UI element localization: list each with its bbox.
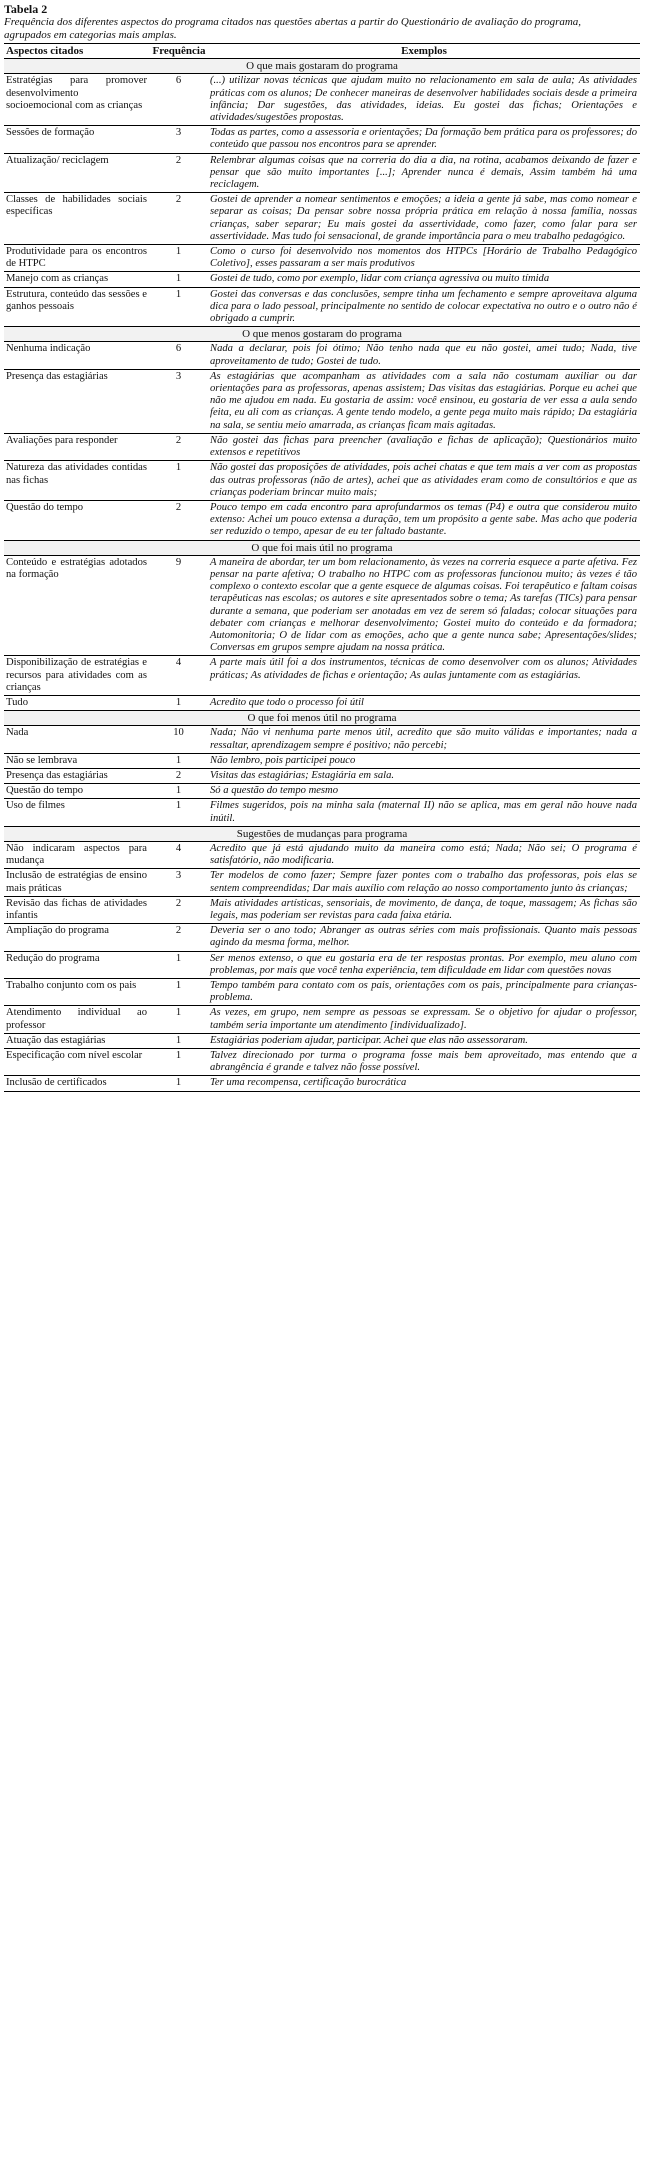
frequency-cell: 9 — [150, 555, 208, 656]
table-row — [4, 461, 640, 501]
table-body — [4, 59, 640, 1091]
frequency-cell: 3 — [150, 126, 208, 153]
frequency-cell: 3 — [150, 869, 208, 896]
aspect-cell: Estratégias para promover desenvolvimento socioemocional com as crianças — [4, 74, 150, 126]
aspect-cell: Avaliações para responder — [4, 433, 150, 460]
aspect-cell: Disponibilização de estratégias e recursos para atividades com as crianças — [4, 656, 150, 696]
table-row — [4, 287, 640, 327]
examples-cell: A maneira de abordar, ter um bom relacionamento, às vezes na correria esquece a parte afetiva. Fez pensar na parte afetiva; O trabalho no HTPC com as professoras funcionou muito; às vezes é tão complexo o contexto escolar que a gente esquece de algumas coisas. Foi terapêutico e faltam coisas terapêuticas nas escolas; os autores e site apresentados sobre o tema; As tarefas (TICs) para pensar durante a semana, que poderiam ser anotadas em vez de serem só faladas; colocar situações para debater com crianças e melhorar desenvolvimento; Gostei muito do conteúdo e da formadora; Automonitoria; O de lidar com as emoções, acho que a gente nunca sabe; Apresentações/slides; Conversas em grupos sempre ajudam na nossa prática. — [208, 555, 640, 656]
examples-cell: Ter uma recompensa, certificação burocrática — [208, 1076, 640, 1091]
aspect-cell: Inclusão de certificados — [4, 1076, 150, 1091]
examples-cell: Relembrar algumas coisas que na correria do dia a dia, na rotina, acabamos deixando de fazer e pensar que são muito importantes [...]; Aprender nunca é demais, Assim também há uma reciclagem. — [208, 153, 640, 193]
section-title: O que mais gostaram do programa — [4, 59, 640, 74]
table-row — [4, 555, 640, 656]
aspect-cell: Atendimento individual ao professor — [4, 1006, 150, 1033]
table-row — [4, 1033, 640, 1048]
table-row — [4, 245, 640, 272]
aspect-cell: Sessões de formação — [4, 126, 150, 153]
table-row — [4, 768, 640, 783]
frequency-cell: 1 — [150, 951, 208, 978]
aspect-cell: Tudo — [4, 695, 150, 710]
section-header-row — [4, 540, 640, 555]
aspect-cell: Nenhuma indicação — [4, 342, 150, 369]
examples-cell: Mais atividades artísticas, sensoriais, de movimento, de dança, de toque, massagem; As fichas são legais, mas poderiam ser revistas para cada faixa etária. — [208, 896, 640, 923]
examples-cell: Pouco tempo em cada encontro para aprofundarmos os temas (P4) e outra que considerou muito extenso: Achei um pouco extensa a duração, tem um propósito a gente sabe. Mas acho que poderia ser reduzido o tempo, apesar de eu ter faltado bastante. — [208, 500, 640, 540]
examples-cell: Talvez direcionado por turma o programa fosse mais bem aproveitado, mas entendo que a abrangência é grande e talvez não fosse possível. — [208, 1049, 640, 1076]
aspect-cell: Redução do programa — [4, 951, 150, 978]
aspect-cell: Presença das estagiárias — [4, 768, 150, 783]
frequency-cell: 1 — [150, 245, 208, 272]
table-row — [4, 924, 640, 951]
table-row — [4, 500, 640, 540]
examples-cell: As estagiárias que acompanham as atividades com a sala não costumam auxiliar ou dar orientações para as professoras, apenas assistem; Das visitas das estagiárias. Porque eu achei que não me ajudou em nada. Eu gostaria de assim: você ensinou, eu gostaria de ver essa a aula sendo feita, eu ali com as crianças. A gente tendo modelo, a gente pega muito mais rápido; Da estagiária na sala, se sentiu meio amarrada, as crianças ficam mais agitadas. — [208, 369, 640, 433]
aspect-cell: Atuação das estagiárias — [4, 1033, 150, 1048]
table-row — [4, 896, 640, 923]
table-row — [4, 193, 640, 245]
frequency-cell: 4 — [150, 656, 208, 696]
frequency-cell: 2 — [150, 768, 208, 783]
frequency-cell: 1 — [150, 287, 208, 327]
frequency-cell: 4 — [150, 841, 208, 868]
examples-cell: (...) utilizar novas técnicas que ajudam muito no relacionamento em sala de aula; As atividades práticas com os alunos; De conhecer maneiras de desenvolver habilidades sociais desde a primeira infância; Dar sugestões, das atividades, ideias. Eu gostei das fichas; Orientações e atividades/sugestões propostas. — [208, 74, 640, 126]
examples-cell: Tempo também para contato com os pais, orientações com os pais, principalmente para crianças-problema. — [208, 979, 640, 1006]
table-row — [4, 369, 640, 433]
section-title: Sugestões de mudanças para programa — [4, 826, 640, 841]
section-header-row — [4, 711, 640, 726]
table-row — [4, 342, 640, 369]
table-row — [4, 951, 640, 978]
aspect-cell: Conteúdo e estratégias adotados na formação — [4, 555, 150, 656]
aspect-cell: Não se lembrava — [4, 753, 150, 768]
results-table — [4, 43, 640, 1092]
examples-cell: Não gostei das proposições de atividades, pois achei chatas e que tem mais a ver com as propostas das outras professoras (não de artes), achei que as atividades eram como de consultórios e que as crianças poderiam brincar muito mais; — [208, 461, 640, 501]
examples-cell: Ter modelos de como fazer; Sempre fazer pontes com o trabalho das professoras, pois elas se sentem compreendidas; Dar mais auxílio com relação ao nosso comportamento junto às crianças; — [208, 869, 640, 896]
table-row — [4, 695, 640, 710]
aspect-cell: Trabalho conjunto com os pais — [4, 979, 150, 1006]
examples-cell: Só a questão do tempo mesmo — [208, 784, 640, 799]
examples-cell: Todas as partes, como a assessoria e orientações; Da formação bem prática para os professores; do conteúdo que passou nos encontros para se aprender. — [208, 126, 640, 153]
header-row — [4, 44, 640, 59]
frequency-cell: 1 — [150, 272, 208, 287]
table-row — [4, 784, 640, 799]
aspect-cell: Classes de habilidades sociais específicas — [4, 193, 150, 245]
examples-cell: Acredito que todo o processo foi útil — [208, 695, 640, 710]
table-row — [4, 1049, 640, 1076]
frequency-cell: 1 — [150, 1006, 208, 1033]
frequency-cell: 1 — [150, 695, 208, 710]
frequency-cell: 2 — [150, 500, 208, 540]
section-header-row — [4, 59, 640, 74]
aspect-cell: Questão do tempo — [4, 500, 150, 540]
header-aspect: Aspectos citados — [4, 44, 150, 59]
aspect-cell: Questão do tempo — [4, 784, 150, 799]
aspect-cell: Presença das estagiárias — [4, 369, 150, 433]
aspect-cell: Produtividade para os encontros de HTPC — [4, 245, 150, 272]
aspect-cell: Estrutura, conteúdo das sessões e ganhos pessoais — [4, 287, 150, 327]
table-row — [4, 726, 640, 753]
section-header-row — [4, 327, 640, 342]
frequency-cell: 2 — [150, 433, 208, 460]
table-row — [4, 979, 640, 1006]
frequency-cell: 6 — [150, 74, 208, 126]
aspect-cell: Não indicaram aspectos para mudança — [4, 841, 150, 868]
examples-cell: Deveria ser o ano todo; Abranger as outras séries com mais profissionais. Quanto mais pessoas agindo da mesma forma, melhor. — [208, 924, 640, 951]
examples-cell: Gostei de aprender a nomear sentimentos e emoções; a ideia a gente já sabe, mas como nomear e separar as coisas; Da pensar sobre nossa própria prática em relação à nossa família, nossas crianças, saber separar; Eu mais gostei da assertividade, como fazer, como falar para ser assertividade. Mas tudo foi sensacional, de grande importância para o meu trabalho pedagógico. — [208, 193, 640, 245]
table-row — [4, 74, 640, 126]
frequency-cell: 10 — [150, 726, 208, 753]
section-title: O que foi mais útil no programa — [4, 540, 640, 555]
table-row — [4, 433, 640, 460]
frequency-cell: 2 — [150, 193, 208, 245]
aspect-cell: Revisão das fichas de atividades infantis — [4, 896, 150, 923]
frequency-cell: 1 — [150, 799, 208, 826]
examples-cell: Como o curso foi desenvolvido nos momentos dos HTPCs [Horário de Trabalho Pedagógico Coletivo], esses passaram a ser mais produtivos — [208, 245, 640, 272]
table-row — [4, 126, 640, 153]
aspect-cell: Manejo com as crianças — [4, 272, 150, 287]
aspect-cell: Atualização/ reciclagem — [4, 153, 150, 193]
examples-cell: Ser menos extenso, o que eu gostaria era de ter respostas prontas. Por exemplo, meu aluno com problemas, por mais que você tenha experiência, tem dificuldade em lidar com questões novas — [208, 951, 640, 978]
frequency-cell: 2 — [150, 153, 208, 193]
examples-cell: A parte mais útil foi a dos instrumentos, técnicas de como desenvolver com os alunos; Atividades práticas; As atividades de fichas e orientação; As aulas juntamente com as estagiárias. — [208, 656, 640, 696]
section-header-row — [4, 826, 640, 841]
examples-cell: Nada; Não vi nenhuma parte menos útil, acredito que são muito válidas e importantes; nada a ressaltar, aprendizagem sempre é positivo; não percebi; — [208, 726, 640, 753]
table-title: Tabela 2 — [4, 2, 48, 16]
frequency-cell: 2 — [150, 896, 208, 923]
aspect-cell: Especificação com nível escolar — [4, 1049, 150, 1076]
examples-cell: Acredito que já está ajudando muito da maneira como está; Nada; Não sei; O programa é satisfatório, não modificaria. — [208, 841, 640, 868]
section-title: O que menos gostaram do programa — [4, 327, 640, 342]
frequency-cell: 6 — [150, 342, 208, 369]
table-row — [4, 1076, 640, 1091]
table-row — [4, 869, 640, 896]
table-row — [4, 153, 640, 193]
aspect-cell: Ampliação do programa — [4, 924, 150, 951]
table-row — [4, 799, 640, 826]
frequency-cell: 1 — [150, 784, 208, 799]
frequency-cell: 1 — [150, 1076, 208, 1091]
table-row — [4, 656, 640, 696]
section-title: O que foi menos útil no programa — [4, 711, 640, 726]
frequency-cell: 3 — [150, 369, 208, 433]
examples-cell: Gostei das conversas e das conclusões, sempre tinha um fechamento e sempre aproveitava alguma dica para o lado pessoal, principalmente no sentido de colocar expectativa no outro e o outro não é obrigado a cumprir. — [208, 287, 640, 327]
examples-cell: Nada a declarar, pois foi ótimo; Não tenho nada que eu não gostei, amei tudo; Nada, tive aproveitamento de tudo; Gostei de tudo. — [208, 342, 640, 369]
frequency-cell: 1 — [150, 1049, 208, 1076]
aspect-cell: Uso de filmes — [4, 799, 150, 826]
table-row — [4, 1006, 640, 1033]
table-caption: Frequência dos diferentes aspectos do programa citados nas questões abertas a partir do Questionário de avaliação do programa, agrupados em categorias mais amplas. — [4, 16, 582, 41]
frequency-cell: 2 — [150, 924, 208, 951]
examples-cell: Não lembro, pois participei pouco — [208, 753, 640, 768]
header-examples: Exemplos — [208, 44, 640, 59]
table-row — [4, 753, 640, 768]
examples-cell: Não gostei das fichas para preencher (avaliação e fichas de aplicação); Questionários muito extensos e repetitivos — [208, 433, 640, 460]
aspect-cell: Inclusão de estratégias de ensino mais práticas — [4, 869, 150, 896]
examples-cell: Visitas das estagiárias; Estagiária em sala. — [208, 768, 640, 783]
frequency-cell: 1 — [150, 461, 208, 501]
examples-cell: Gostei de tudo, como por exemplo, lidar com criança agressiva ou muito tímida — [208, 272, 640, 287]
frequency-cell: 1 — [150, 1033, 208, 1048]
examples-cell: Estagiárias poderiam ajudar, participar. Achei que elas não assessoraram. — [208, 1033, 640, 1048]
aspect-cell: Natureza das atividades contidas nas fichas — [4, 461, 150, 501]
table-row — [4, 841, 640, 868]
frequency-cell: 1 — [150, 979, 208, 1006]
aspect-cell: Nada — [4, 726, 150, 753]
table-row — [4, 272, 640, 287]
frequency-cell: 1 — [150, 753, 208, 768]
examples-cell: As vezes, em grupo, nem sempre as pessoas se expressam. Se o objetivo for ajudar o professor, também seria importante um atendimento [individualizado]. — [208, 1006, 640, 1033]
header-frequency: Frequência — [150, 44, 208, 59]
examples-cell: Filmes sugeridos, pois na minha sala (maternal II) não se aplica, mas em geral não houve nada inútil. — [208, 799, 640, 826]
